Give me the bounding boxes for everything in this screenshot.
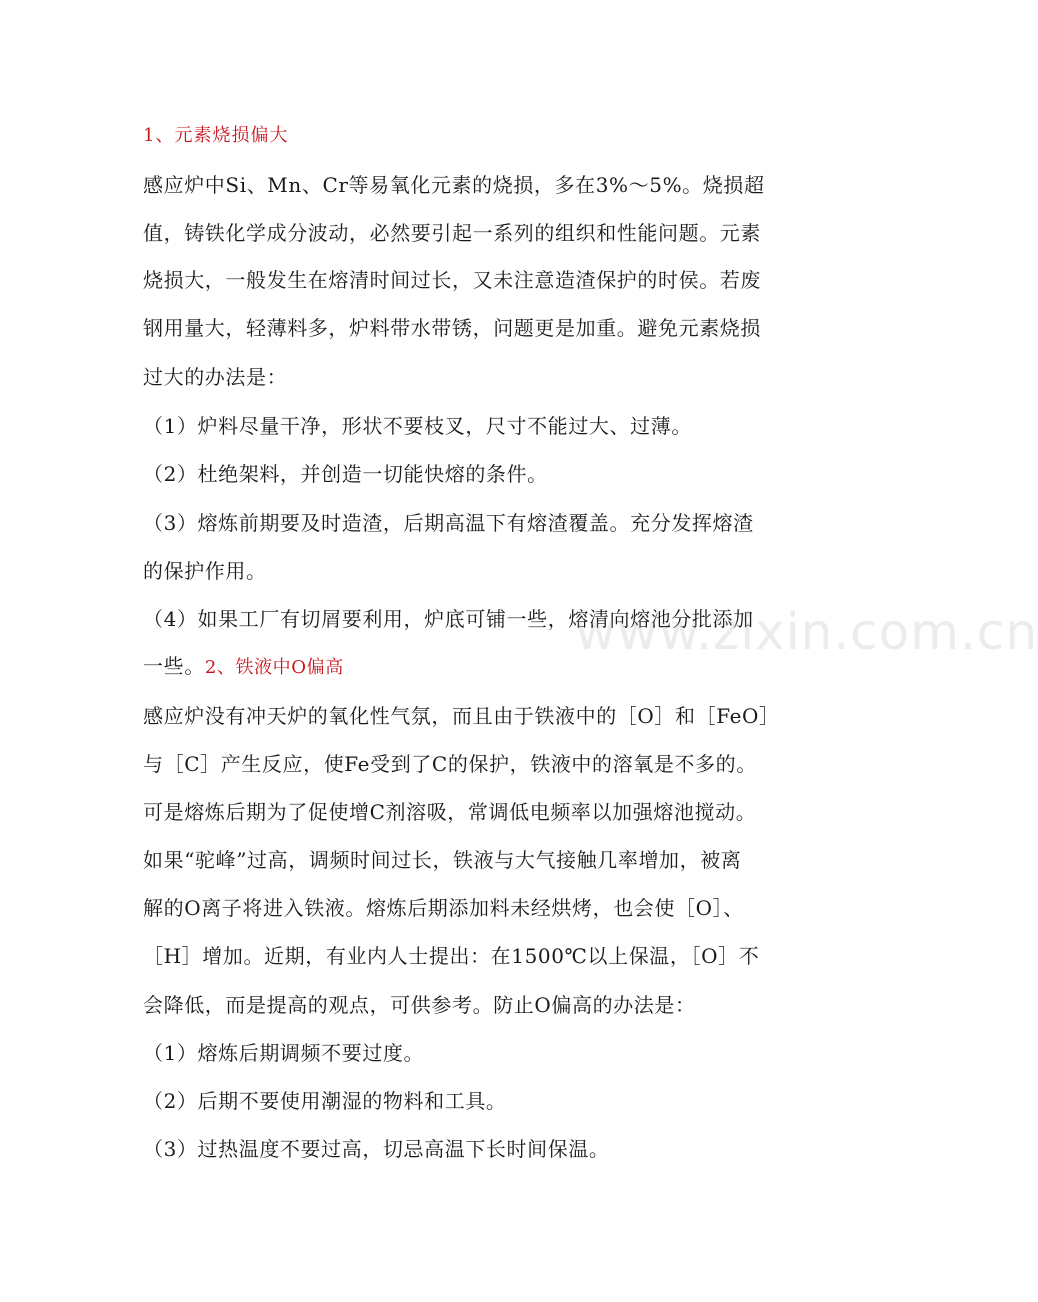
section2-intro-line-2: 与［C］产生反应，使Fe受到了C的保护，铁液中的溶氧是不多的。 bbox=[143, 752, 757, 776]
section2-item-2: （2）后期不要使用潮湿的物料和工具。 bbox=[143, 1089, 507, 1113]
section2-intro-line-1: 感应炉没有冲天炉的氧化性气氛，而且由于铁液中的［O］和［FeO］ bbox=[143, 704, 780, 728]
section1-item-1: （1）炉料尽量干净，形状不要枝叉，尺寸不能过大、过薄。 bbox=[143, 414, 692, 438]
section2-intro-line-6: ［H］增加。近期，有业内人士提出：在1500℃以上保温，［O］不 bbox=[143, 944, 760, 968]
section2-intro-line-5: 解的O离子将进入铁液。熔炼后期添加料未经烘烤，也会使［O］、 bbox=[143, 896, 744, 920]
watermark: www.zixin.com.cn bbox=[575, 603, 1038, 661]
section1-intro-line-2: 值，铸铁化学成分波动，必然要引起一系列的组织和性能问题。元素 bbox=[143, 221, 761, 245]
section2-intro-line-7: 会降低，而是提高的观点，可供参考。防止O偏高的办法是： bbox=[143, 993, 696, 1017]
section1-intro-line-5: 过大的办法是： bbox=[143, 365, 288, 389]
section1-intro-line-3: 烧损大，一般发生在熔清时间过长，又未注意造渣保护的时侯。若废 bbox=[143, 268, 761, 292]
section1-heading: 1、元素烧损偏大 bbox=[143, 125, 289, 146]
section1-intro-line-4: 钢用量大，轻薄料多，炉料带水带锈，问题更是加重。避免元素烧损 bbox=[143, 316, 761, 340]
section1-item-4-line-1: （4）如果工厂有切屑要利用，炉底可铺一些，熔清向熔池分批添加 bbox=[143, 607, 754, 631]
section2-item-3: （3）过热温度不要过高，切忌高温下长时间保温。 bbox=[143, 1137, 610, 1161]
section2-intro-line-3: 可是熔炼后期为了促使增C剂溶吸，常调低电频率以加强熔池搅动。 bbox=[143, 800, 757, 824]
section2-intro-line-4: 如果“驼峰”过高，调频时间过长，铁液与大气接触几率增加，被离 bbox=[143, 848, 742, 872]
section2-item-1: （1）熔炼后期调频不要过度。 bbox=[143, 1041, 425, 1065]
section1-intro-line-1: 感应炉中Si、Mn、Cr等易氧化元素的烧损，多在3%～5%。烧损超 bbox=[143, 173, 765, 197]
section1-item-4-line-2 bbox=[143, 653, 793, 681]
section1-item-4-tail: 一些。 bbox=[143, 654, 205, 678]
section1-item-2: （2）杜绝架料，并创造一切能快熔的条件。 bbox=[143, 462, 548, 486]
section1-item-3-line-1: （3）熔炼前期要及时造渣，后期高温下有熔渣覆盖。充分发挥熔渣 bbox=[143, 511, 754, 535]
section1-item-3-line-2: 的保护作用。 bbox=[143, 559, 267, 583]
section2-heading: 2、铁液中O偏高 bbox=[204, 657, 344, 678]
